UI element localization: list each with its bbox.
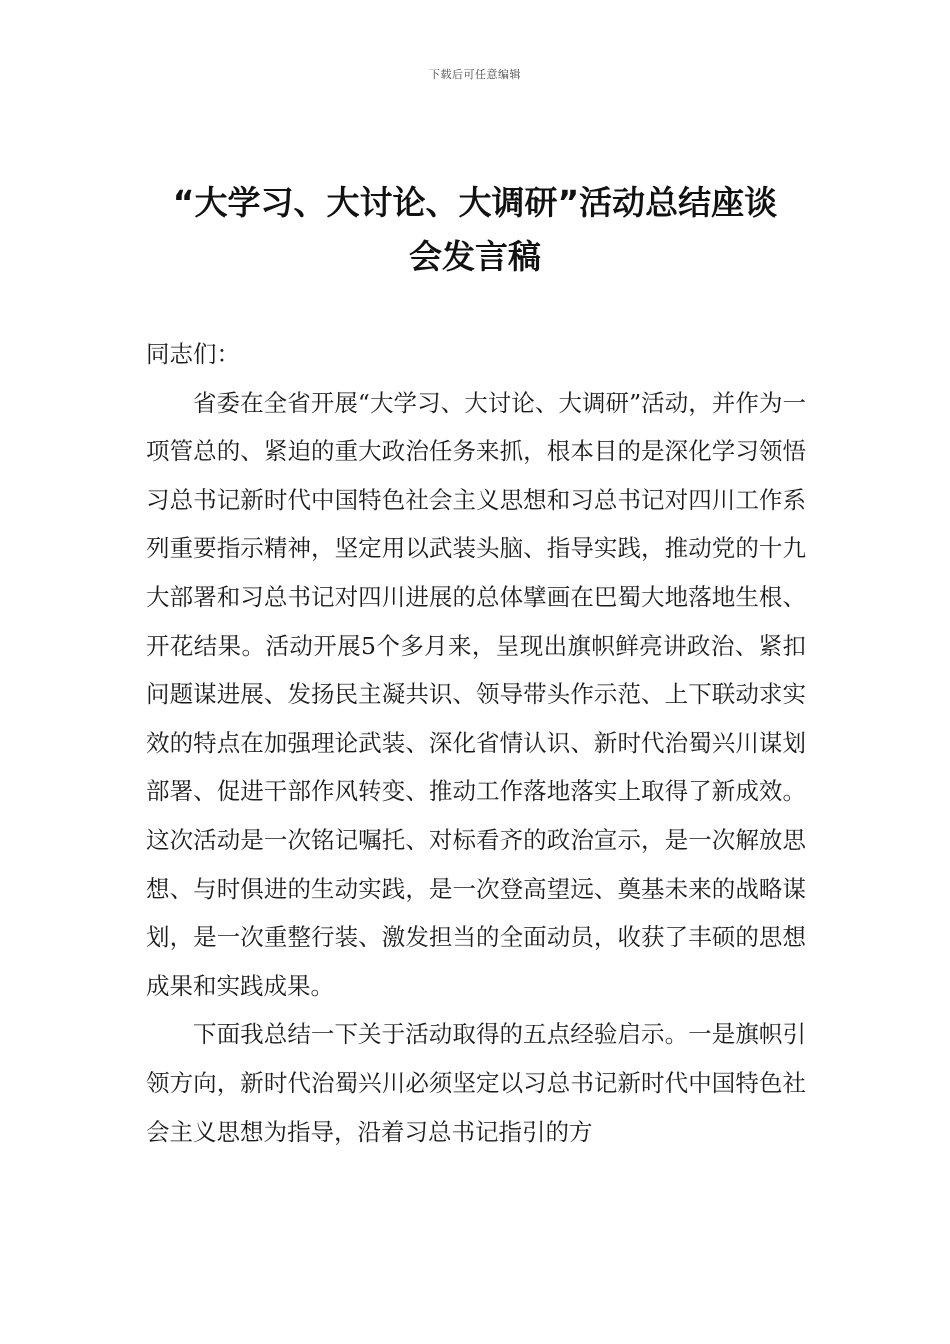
salutation: 同志们： xyxy=(146,340,240,368)
document-title xyxy=(130,176,820,284)
paragraph-2: 下面我总结一下关于活动取得的五点经验启示。一是旗帜引领方向，新时代治蜀兴川必须坚定以习总书记新时代中国特色社会主义思想为指导，沿着习总书记指引的方 xyxy=(146,1020,806,1146)
title-line-2: 会发言稿 xyxy=(409,237,541,276)
paragraph-1: 省委在全省开展“大学习、大讨论、大调研”活动，并作为一项管总的、紧迫的重大政治任务来抓，根本目的是深化学习领悟习总书记新时代中国特色社会主义思想和习总书记对四川工作系列重要指示精神，坚定用以武装头脑、指导实践，推动党的十九大部署和习总书记对四川进展的总体擘画在巴蜀大地落地生根、开花结果。活动开展5个多月来，呈现出旗帜鲜亮讲政治、紧扣问题谋进展、发扬民主凝共识、领导带头作示范、上下联动求实效的特点在加强理论武装、深化省情认识、新时代治蜀兴川谋划部署、促进干部作风转变、推动工作落地落实上取得了新成效。这次活动是一次铭记嘱托、对标看齐的政治宣示，是一次解放思想、与时俱进的生动实践，是一次登高望远、奠基未来的战略谋划，是一次重整行装、激发担当的全面动员，收获了丰硕的思想成果和实践成果。 xyxy=(146,388,806,1000)
document-body xyxy=(146,330,806,1156)
title-line-1: “大学习、大讨论、大调研”活动总结座谈 xyxy=(172,183,778,222)
header-note: 下载后可任意编辑 xyxy=(429,68,521,81)
